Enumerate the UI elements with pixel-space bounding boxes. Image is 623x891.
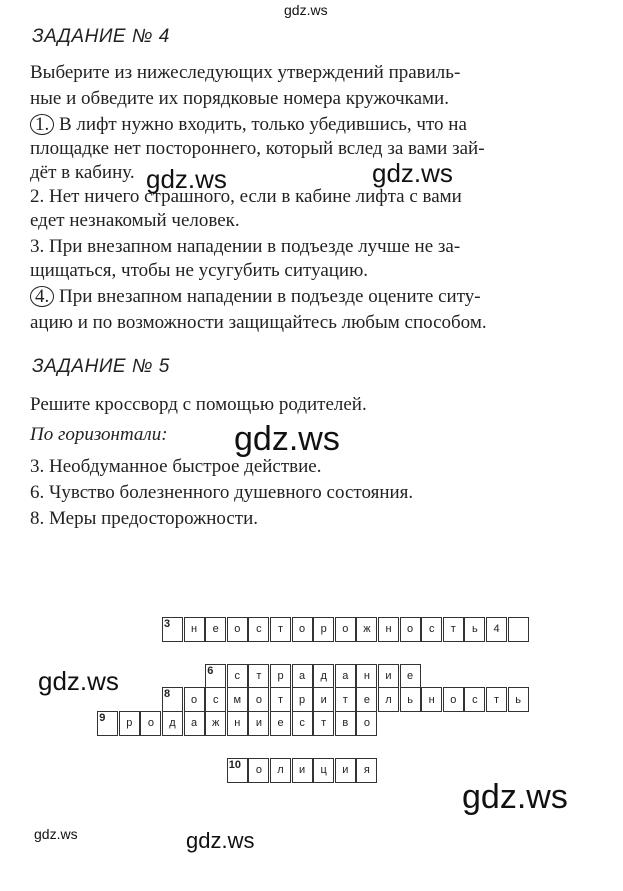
circled-number: 4. (30, 286, 54, 307)
task4-item-1-line2: площадке нет постороннего, который вслед за вами зай- (30, 138, 485, 159)
watermark-top: gdz.ws (284, 2, 328, 18)
clue-number: 8 (164, 688, 171, 700)
clue-number: 9 (99, 711, 106, 724)
clue-3: 3. Необдуманное быстрое действие. (30, 456, 322, 477)
cell-letter: е (363, 693, 370, 706)
cell-letter: с (256, 623, 262, 635)
watermark: gdz.ws (462, 778, 568, 816)
crossword-cell[interactable] (248, 617, 269, 642)
clue-6: 6. Чувство болезненного душевного состояния. (30, 482, 414, 503)
cell-letter: о (234, 623, 241, 635)
cell-letter: ь (472, 623, 478, 635)
crossword-cell[interactable] (335, 758, 356, 783)
clue-number: 10 (228, 758, 242, 771)
crossword-cell[interactable] (227, 711, 248, 736)
cell-letter: т (277, 693, 284, 706)
cell-letter: с (472, 693, 478, 706)
cell-letter: н (191, 623, 198, 635)
crossword-cell[interactable] (400, 617, 421, 642)
cell-letter: о (255, 764, 262, 776)
item-text: При внезапном нападении в подъезде лучше не за- (49, 236, 461, 257)
task4-item-1 (30, 114, 467, 136)
crossword-cell[interactable] (313, 758, 334, 783)
cell-letter: ж (212, 717, 220, 729)
crossword-cell[interactable] (421, 687, 442, 712)
cell-letter: л (385, 693, 392, 706)
crossword-cell[interactable] (162, 711, 183, 736)
crossword-cell[interactable] (335, 687, 356, 712)
cell-letter: а (342, 670, 349, 682)
cell-letter: т (321, 717, 327, 729)
crossword-cell[interactable] (486, 617, 507, 642)
cell-letter: н (385, 623, 392, 635)
crossword-cell[interactable] (378, 687, 399, 712)
crossword-cell[interactable] (356, 687, 377, 712)
crossword-cell[interactable] (486, 687, 507, 712)
crossword-cell[interactable] (162, 687, 183, 712)
cell-letter: л (277, 764, 284, 776)
cell-letter: т (450, 623, 456, 635)
task5-intro: Решите кроссворд с помощью родителей. (30, 394, 367, 415)
crossword-cell[interactable] (227, 664, 248, 689)
crossword-cell[interactable] (292, 617, 313, 642)
across-label: По горизонтали: (30, 424, 168, 445)
crossword-cell[interactable] (356, 758, 377, 783)
crossword-cell[interactable] (421, 617, 442, 642)
cell-letter: а (191, 717, 198, 729)
cell-letter: и (255, 717, 262, 729)
crossword-cell[interactable] (508, 617, 529, 642)
crossword-cell[interactable] (97, 711, 118, 736)
cell-letter: м (233, 693, 242, 706)
watermark: gdz.ws (186, 828, 255, 853)
crossword-cell[interactable] (292, 758, 313, 783)
cell-letter: 4 (493, 623, 500, 635)
cell-letter: н (428, 693, 435, 706)
crossword-cell[interactable] (378, 617, 399, 642)
cell-letter: с (234, 670, 241, 682)
crossword-cell[interactable] (378, 664, 399, 689)
crossword-cell[interactable] (508, 687, 529, 712)
item-text: При внезапном нападении в подъезде оцените ситу- (59, 286, 481, 307)
cell-letter: д (320, 670, 327, 682)
crossword-cell[interactable] (464, 687, 485, 712)
cell-letter: а (299, 670, 306, 682)
crossword-cell[interactable] (205, 664, 226, 689)
cell-letter: т (493, 693, 500, 706)
crossword-cell[interactable] (205, 711, 226, 736)
cell-letter: р (126, 717, 133, 729)
cell-letter: о (191, 693, 198, 706)
task4-item-3-line2: щищаться, чтобы не усугубить ситуацию. (30, 260, 369, 281)
crossword-cell[interactable] (270, 711, 291, 736)
cell-letter: о (363, 717, 370, 729)
cell-letter: и (299, 764, 306, 776)
cell-letter: д (169, 717, 176, 729)
crossword-cell[interactable] (184, 617, 205, 642)
circled-number: 1. (30, 114, 54, 135)
task4-item-4-line2: ацию и по возможности защищайтесь любым способом. (30, 312, 487, 333)
watermark: gdz.ws (372, 158, 453, 188)
clue-number: 6 (207, 664, 214, 677)
cell-letter: т (342, 693, 348, 706)
cell-letter: ц (320, 764, 327, 776)
crossword-cell[interactable] (270, 687, 291, 712)
crossword-cell[interactable] (335, 664, 356, 689)
item-number: 2. (30, 186, 45, 207)
task4-intro-line1: Выберите из нижеследующих утверждений правиль- (30, 62, 461, 83)
cell-letter: р (277, 670, 284, 682)
crossword-cell[interactable] (270, 664, 291, 689)
crossword-cell[interactable] (248, 664, 269, 689)
cell-letter: т (277, 623, 284, 635)
cell-letter: е (212, 623, 219, 635)
cell-letter: с (428, 623, 435, 635)
cell-letter: и (385, 670, 392, 682)
crossword-cell[interactable] (248, 711, 269, 736)
crossword-cell[interactable] (443, 617, 464, 642)
crossword-cell[interactable] (313, 617, 334, 642)
cell-letter: о (147, 717, 154, 729)
crossword-cell[interactable] (227, 617, 248, 642)
cell-letter: и (342, 764, 349, 776)
crossword-cell[interactable] (205, 687, 226, 712)
cell-letter: н (363, 670, 370, 682)
item-text: В лифт нужно входить, только убедившись, что на (59, 114, 467, 135)
cell-letter: с (212, 693, 219, 706)
cell-letter: ь (407, 693, 413, 706)
cell-letter: р (299, 693, 306, 706)
crossword-cell[interactable] (162, 617, 183, 642)
cell-letter: е (407, 670, 414, 682)
crossword-cell[interactable] (184, 687, 205, 712)
crossword-cell[interactable] (400, 687, 421, 712)
crossword-cell[interactable] (184, 711, 205, 736)
crossword-cell[interactable] (335, 711, 356, 736)
watermark: gdz.ws (38, 666, 119, 696)
cell-letter: о (255, 693, 262, 706)
crossword-cell[interactable] (270, 617, 291, 642)
task5-heading: ЗАДАНИЕ № 5 (32, 356, 170, 377)
crossword-cell[interactable] (227, 687, 248, 712)
cell-letter: о (450, 693, 457, 706)
crossword-cell[interactable] (400, 664, 421, 689)
watermark: gdz.ws (34, 826, 78, 842)
task4-heading: ЗАДАНИЕ № 4 (32, 26, 170, 47)
crossword-cell[interactable] (248, 758, 269, 783)
task4-item-4 (30, 286, 481, 308)
clue-8: 8. Меры предосторожности. (30, 508, 259, 529)
crossword-cell[interactable] (356, 664, 377, 689)
crossword-cell[interactable] (292, 664, 313, 689)
cell-letter: с (299, 717, 305, 729)
crossword-cell[interactable] (248, 687, 269, 712)
cell-letter: р (320, 623, 327, 635)
crossword-cell[interactable] (313, 711, 334, 736)
cell-letter: я (363, 764, 370, 776)
cell-letter: в (342, 717, 349, 729)
crossword-cell[interactable] (292, 711, 313, 736)
watermark: gdz.ws (146, 164, 227, 194)
cell-letter: е (277, 717, 284, 729)
item-number: 3. (30, 236, 45, 257)
task4-item-2-line2: едет незнакомый человек. (30, 210, 240, 231)
task4-intro-line2: ные и обведите их порядковые номера кружочками. (30, 88, 449, 109)
crossword-cell[interactable] (270, 758, 291, 783)
crossword-cell[interactable] (356, 711, 377, 736)
crossword-cell[interactable] (335, 617, 356, 642)
task4-item-2 (30, 186, 462, 208)
task4-item-3 (30, 236, 460, 258)
cell-letter: о (299, 623, 306, 635)
crossword-cell[interactable] (313, 664, 334, 689)
crossword-cell[interactable] (140, 711, 161, 736)
crossword-cell[interactable] (313, 687, 334, 712)
cell-letter: о (407, 623, 414, 635)
cell-letter: ж (363, 623, 371, 635)
clue-number: 3 (164, 617, 171, 630)
cell-letter: т (256, 670, 262, 682)
crossword-cell[interactable] (464, 617, 485, 642)
crossword-cell[interactable] (356, 617, 377, 642)
watermark: gdz.ws (234, 420, 340, 458)
cell-letter: о (342, 623, 349, 635)
crossword-cell[interactable] (443, 687, 464, 712)
crossword-cell[interactable] (119, 711, 140, 736)
item-text: Нет ничего страшного, если в кабине лифта с вами (49, 186, 462, 207)
crossword-cell[interactable] (227, 758, 248, 783)
crossword-cell[interactable] (292, 687, 313, 712)
cell-letter: и (320, 693, 327, 706)
cell-letter: н (234, 717, 241, 729)
cell-letter: ь (515, 693, 521, 706)
task4-item-1-line3: дёт в кабину. (30, 162, 135, 183)
crossword-cell[interactable] (205, 617, 226, 642)
